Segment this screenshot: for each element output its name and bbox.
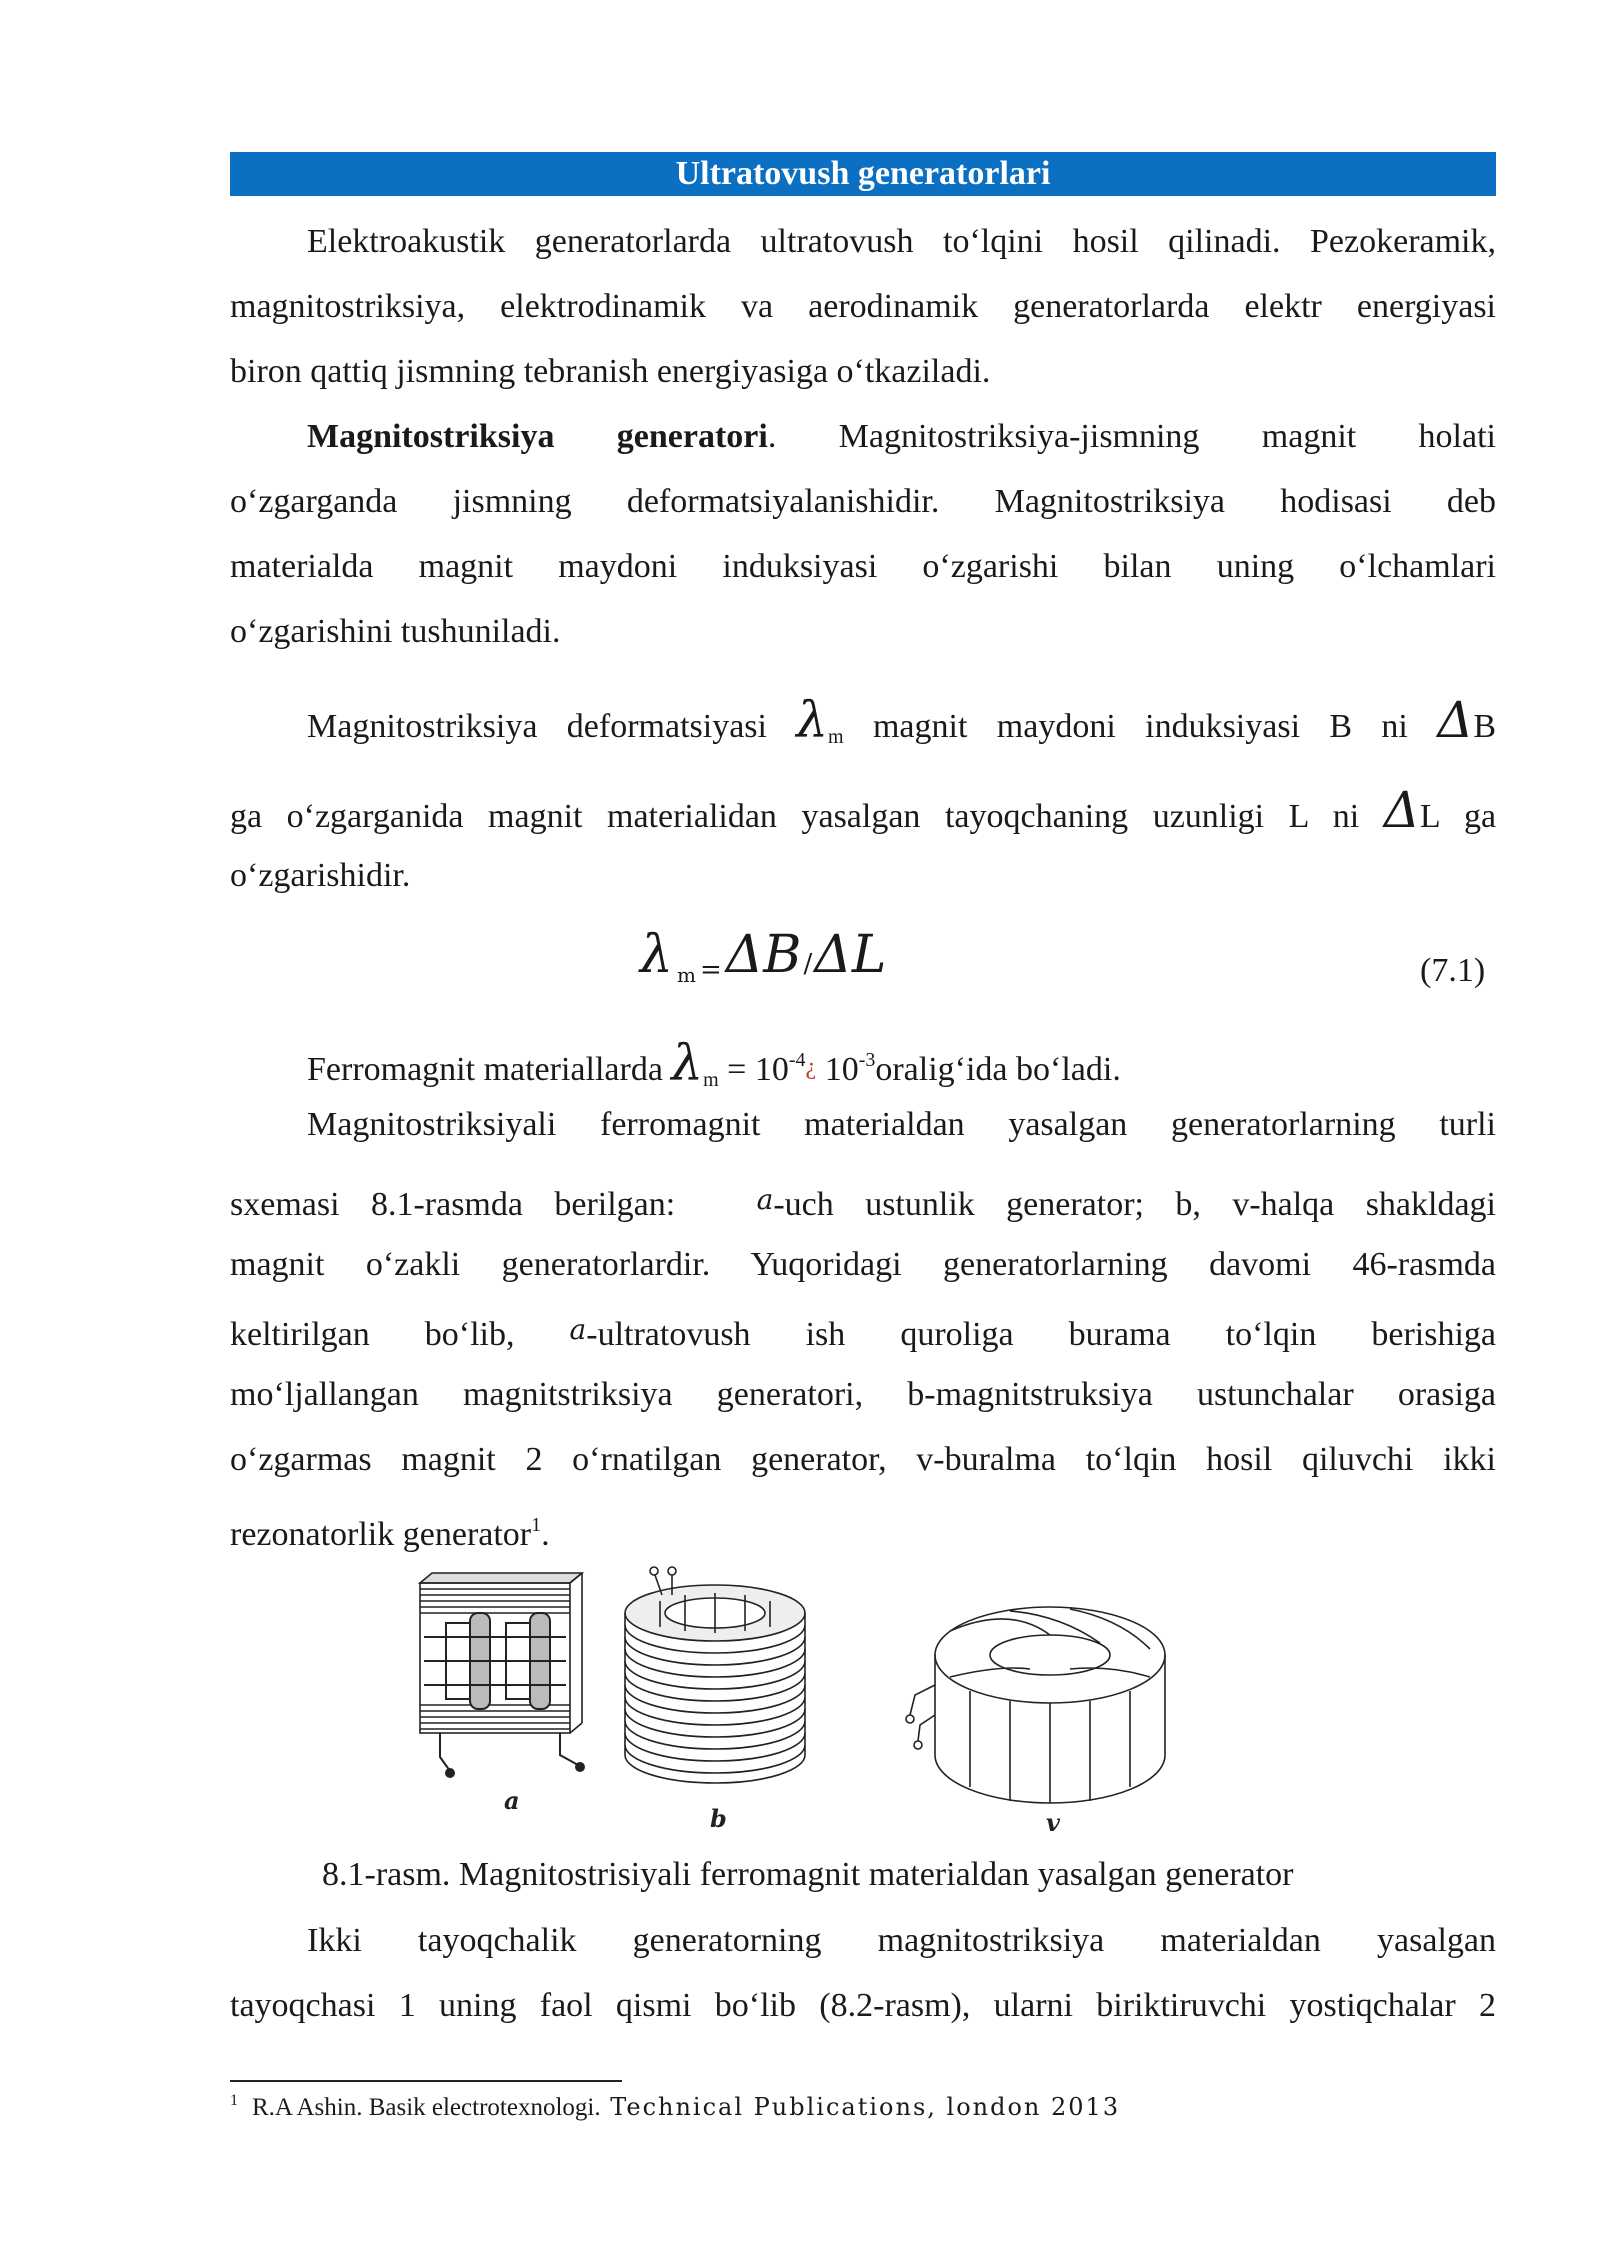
paragraph-line (230, 1180, 1496, 1225)
text-span: keltirilgan bo‘lib, (230, 1316, 515, 1353)
generator-a-drawing (420, 1573, 584, 1777)
paragraph-line: mo‘ljallangan magnitstriksiya generatori, b-magnitstruksiya ustunchalar orasiga (230, 1376, 1496, 1413)
lambda-symbol: λ (796, 691, 829, 749)
exponent: -4 (788, 1049, 806, 1071)
generator-v-drawing (906, 1607, 1165, 1803)
paragraph-line: o‘zgarishidir. (230, 857, 411, 894)
paragraph-line: Magnitostriksiyali ferromagnit materialdan yasalgan generatorlarning turli (307, 1106, 1496, 1143)
generator-b-drawing (625, 1567, 805, 1783)
equation (640, 925, 886, 987)
text-span: -uch ustunlik generator; b, v-halqa shakldagi (773, 1186, 1496, 1223)
paragraph-line: magnitostriksiya, elektrodinamik va aerodinamik generatorlarda elektr energiyasi (230, 288, 1496, 325)
text-span: . (541, 1516, 550, 1553)
text-span: 10 (824, 1051, 859, 1088)
paragraph-line (307, 1034, 1496, 1100)
paragraph-line: o‘zgarishini tushuniladi. (230, 613, 561, 650)
exponent: -3 (858, 1049, 876, 1071)
delta-symbol: Δ (1437, 691, 1474, 749)
paragraph-line: o‘zgarmas magnit 2 o‘rnatilgan generator, v-buralma to‘lqin hosil qiluvchi ikki (230, 1441, 1496, 1478)
footnote-ref: 1 (531, 1514, 542, 1536)
equation-slash: / (803, 949, 813, 979)
paragraph-line (307, 417, 1496, 457)
generator-figure (410, 1565, 1330, 1835)
paragraph-line: o‘zgarganda jismning deformatsiyalanishidir. Magnitostriksiya hodisasi deb (230, 483, 1496, 520)
symbol-l: L (1419, 798, 1440, 835)
lambda-symbol: λ (671, 1034, 704, 1092)
italic-a: a (756, 1183, 774, 1216)
paragraph-line (230, 1505, 1496, 1555)
paragraph-line: biron qattiq jismning tebranish energiyasiga o‘tkaziladi. (230, 353, 991, 390)
text-span: Magnitostriksiya deformatsiyasi (307, 708, 767, 745)
text-span: oralig‘ida bo‘ladi. (875, 1051, 1121, 1088)
footnote (230, 2092, 1120, 2122)
equation-equals: = (699, 955, 722, 985)
text-span: = 10 (727, 1051, 789, 1088)
subscript-m: m (828, 726, 844, 748)
separator-glyph: ¿ (805, 1054, 817, 1080)
footnote-divider (230, 2080, 622, 2082)
symbol-b: B (1473, 708, 1497, 745)
paragraph-line: magnit o‘zakli generatorlardir. Yuqoridagi generatorlarning davomi 46-rasmda (230, 1246, 1496, 1283)
equation-subscript: m (676, 963, 696, 987)
footnote-author: R.A Ashin. Basik electrotexnologi. (252, 2094, 601, 2121)
equation-number: (7.1) (1420, 952, 1486, 989)
subscript-m: m (703, 1069, 719, 1091)
equation-lambda: λ (640, 925, 673, 985)
equation-denominator: ΔL (814, 925, 887, 985)
figure-label-a: a (504, 1786, 520, 1815)
paragraph-line (307, 691, 1497, 757)
bold-term: Magnitostriksiya generatori (307, 418, 768, 455)
paragraph-line: tayoqchasi 1 uning faol qismi bo‘lib (8.2-rasm), ularni biriktiruvchi yostiqchalar 2 (230, 1987, 1496, 2024)
text-span: ga o‘zgarganida magnit materialidan yasalgan tayoqchaning uzunligi L ni (230, 798, 1360, 835)
text-span: -ultratovush ish quroliga burama to‘lqin berishiga (586, 1316, 1497, 1353)
figure-label-b: b (710, 1804, 727, 1833)
text-span: ga (1463, 798, 1497, 835)
footnote-place-year: london 2013 (936, 2093, 1121, 2121)
figure-label-v: v (1046, 1808, 1060, 1835)
text-span: Ferromagnit materiallarda (307, 1051, 663, 1088)
figure-caption: 8.1-rasm. Magnitostrisiyali ferromagnit materialdan yasalgan generator (322, 1856, 1294, 1893)
footnote-number: 1 (230, 2092, 238, 2109)
paragraph-line: materialda magnit maydoni induksiyasi o‘zgarishi bilan uning o‘lchamlari (230, 548, 1496, 585)
text-span: magnit maydoni induksiyasi B ni (872, 708, 1408, 745)
section-heading: Ultratovush generatorlari (230, 152, 1496, 196)
paragraph-line (230, 781, 1497, 839)
paragraph-line: Elektroakustik generatorlarda ultratovush to‘lqini hosil qilinadi. Pezokeramik, (307, 223, 1496, 260)
text-span: . Magnitostriksiya-jismning magnit holati (767, 418, 1496, 455)
paragraph-line (230, 1310, 1496, 1355)
italic-a: a (569, 1313, 587, 1346)
text-span: sxemasi 8.1-rasmda berilgan: (230, 1186, 676, 1223)
footnote-publisher: Technical Publications, (600, 2093, 937, 2121)
text-span: rezonatorlik generator (230, 1516, 532, 1553)
equation-numerator: ΔB (725, 925, 802, 985)
paragraph-line: Ikki tayoqchalik generatorning magnitostriksiya materialdan yasalgan (307, 1922, 1496, 1959)
delta-symbol: Δ (1383, 781, 1420, 839)
